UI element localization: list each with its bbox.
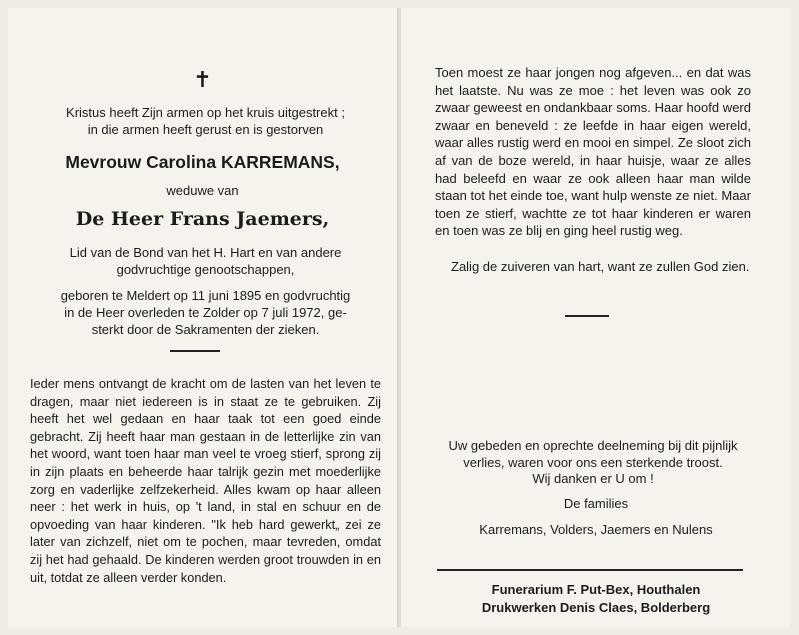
birth-line: in de Heer overleden te Zolder op 7 juli 1972, ge- <box>64 305 347 321</box>
widow-of: weduwe van <box>166 183 239 198</box>
birth-line: sterkt door de Sakramenten der zieken. <box>91 322 320 338</box>
beatitude-text: Zalig de zuiveren van hart, want ze zullen God zien. <box>451 259 750 274</box>
thanks-line: verlies, waren voor ons een sterkende troost. <box>463 454 723 470</box>
divider <box>565 315 609 317</box>
left-body-text: Ieder mens ontvangt de kracht om de lasten van het leven te dragen, maar niet iedereen is in staat ze te gebruiken. Zij heeft het wel gedaan en haar taak tot een goed einde gebracht. Zij heeft haar man gestaan in de letterlijke zin van het woord, want toen haar man veel te vroeg stierf, sprong zij in zijn plaats en beheerde haar talrijk gezin met moederlijke zorg en vaderlijke zelfzekerheid. Alles kwam op haar alleen neer : het werk in huis, op 't land, in stal en schuur en de opvoeding van haar kinderen. "Ik heb hard gewerkt„ zei ze later van zichzelf, niet om te pochen, maar tevreden, omdat zij het had gehaald. De kinderen werden groot trouwden in en uit, totdat ze alleen verder konden. <box>30 376 381 585</box>
right-body-text: Toen moest ze haar jongen nog afgeven... en dat was het laatste. Nu was ze moe : het leven was ook zo zwaar geweest en ondankbaar soms. Haar hoofd werd zwaar en beneveld : ze leefde in haar eigen wereld, waar alles rustig werd en mooi en simpel. Ze sloot zich af van de boze wereld, in haar huisje, waar ze alles had beleefd en waar ze ook alleen haar man wilde staan tot het einde toe, want hulp wenste ze niet. Maar toen ze stierf, wachtte ze tot haar kinderen er waren en toen was ze blij en ging heel rustig weg. <box>435 65 751 239</box>
birth-death-text <box>30 287 381 339</box>
families-names: Karremans, Volders, Jaemers en Nulens <box>479 522 713 537</box>
membership-line: Lid van de Bond van het H. Hart en van andere <box>69 245 342 260</box>
intro-line: Kristus heeft Zijn armen op het kruis uitgestrekt ; <box>66 105 345 120</box>
intro-text <box>30 104 381 138</box>
thanks-line: Uw gebeden en oprechte deelneming bij dit pijnlijk <box>448 438 738 453</box>
right-page <box>401 8 791 627</box>
birth-line: geboren te Meldert op 11 juni 1895 en godvruchtig <box>60 288 351 303</box>
printer: Drukwerken Denis Claes, Bolderberg <box>481 600 711 615</box>
intro-line: in die armen heeft gerust en is gestorven <box>87 122 324 138</box>
membership-text <box>30 244 381 278</box>
divider <box>170 350 220 352</box>
name-prefix: Mevrouw Carolina <box>65 152 217 172</box>
membership-line: godvruchtige genootschappen, <box>116 262 295 278</box>
funeral-home: Funerarium F. Put-Bex, Houthalen <box>491 582 701 597</box>
husband-name: De Heer Frans Jaemers, <box>75 208 330 230</box>
thanks-line: Wij danken er U om ! <box>532 471 654 486</box>
name-surname: KARREMANS, <box>220 152 340 172</box>
deceased-name <box>8 152 397 173</box>
credits-divider <box>437 569 743 571</box>
cross-icon: ✝ <box>193 68 212 93</box>
left-page <box>8 8 398 627</box>
thanks-text <box>435 438 751 488</box>
families-label: De families <box>563 496 629 511</box>
